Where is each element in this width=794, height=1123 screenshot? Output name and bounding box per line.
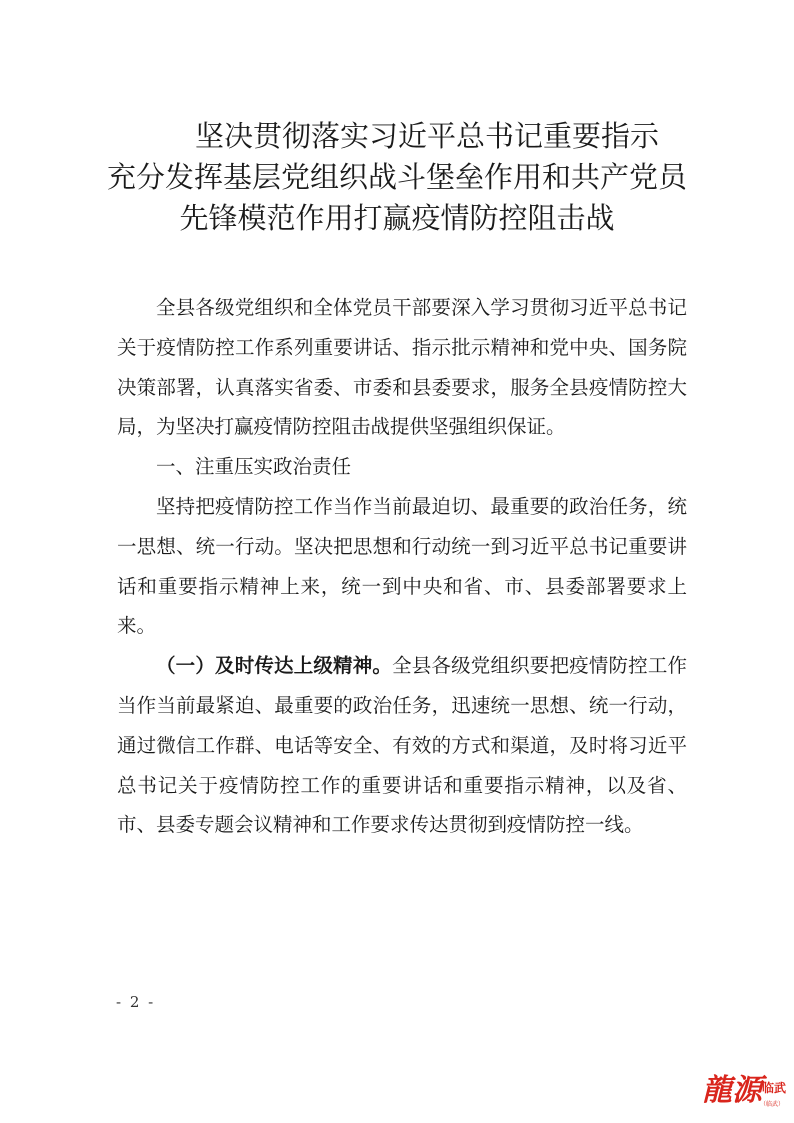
document-body bbox=[117, 288, 687, 845]
subsection-1-text: 全县各级党组织要把疫情防控工作当作当前最紧迫、最重要的政治任务，迅速统一思想、统一行动，通过微信工作群、电话等安全、有效的方式和渠道，及时将习近平总书记关于疫情防控工作的重要讲话和重要指示精神，以及省、市、县委专题会议精神和工作要求传达贯彻到疫情防控一线。 bbox=[117, 654, 687, 837]
logo-main-text: 龍源 bbox=[702, 1073, 762, 1108]
page-number: - 2 - bbox=[116, 993, 156, 1011]
section-heading-1-text: 一、注重压实政治责任 bbox=[156, 455, 352, 479]
paragraph-section-1-text: 坚持把疫情防控工作当作当前最迫切、最重要的政治任务，统一思想、统一行动。坚决把思想和行动统一到习近平总书记重要讲话和重要指示精神上来，统一到中央和省、市、县委部署要求上来。 bbox=[117, 494, 687, 638]
logo-sub-text: （临武） bbox=[760, 1101, 785, 1108]
document-title bbox=[0, 116, 794, 239]
logo-side-text: 临武 bbox=[762, 1081, 787, 1095]
paragraph-subsection-1 bbox=[117, 646, 687, 845]
longyuan-linwu-logo bbox=[700, 1062, 790, 1118]
title-line-1: 坚决贯彻落实习近平总书记重要指示 bbox=[194, 119, 659, 153]
paragraph-intro-text: 全县各级党组织和全体党员干部要深入学习贯彻习近平总书记关于疫情防控工作系列重要讲话、指示批示精神和党中央、国务院决策部署，认真落实省委、市委和县委要求，服务全县疫情防控大局，为坚决打赢疫情防控阻击战提供坚强组织保证。 bbox=[117, 296, 687, 439]
paragraph-intro bbox=[117, 288, 687, 447]
title-line-2: 充分发挥基层党组织战斗堡垒作用和共产党员 bbox=[106, 160, 687, 194]
subsection-1-heading: （一）及时传达上级精神。 bbox=[156, 654, 393, 678]
title-line-3: 先锋模范作用打赢疫情防控阻击战 bbox=[179, 201, 615, 235]
section-heading-1 bbox=[117, 447, 687, 487]
paragraph-section-1 bbox=[117, 487, 687, 646]
